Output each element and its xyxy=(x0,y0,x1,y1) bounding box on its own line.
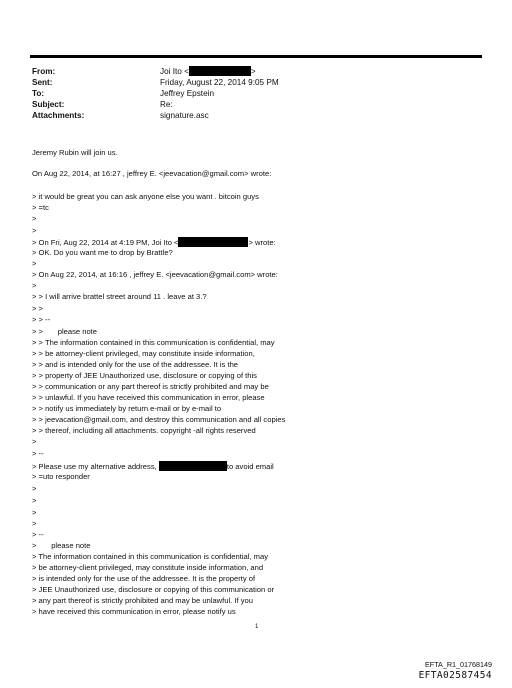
body-line: > > thereof, including all attachments. copyright -all rights reserved xyxy=(32,426,256,435)
body-line: > please note xyxy=(32,541,91,550)
body-line: > OK. Do you want me to drop by Brattle? xyxy=(32,248,173,257)
body-line: > > jeevacation@gmail.com, and destroy this communication and all copies xyxy=(32,415,286,424)
redaction-box xyxy=(178,237,248,247)
body-line: > On Aug 22, 2014, at 16:16 , jeffrey E. <jeevacation@gmail.com> wrote: xyxy=(32,270,278,279)
body-line: Jeremy Rubin will join us. xyxy=(32,148,118,157)
body-line: > > property of JEE Unauthorized use, disclosure or copying of this xyxy=(32,371,257,380)
body-line: > =uto responder xyxy=(32,472,90,481)
header-rule xyxy=(30,55,482,58)
page-number: 1 xyxy=(255,624,259,630)
quoted-text: to avoid email xyxy=(226,462,274,471)
body-line: > xyxy=(32,437,37,446)
body-line: > be attorney-client privileged, may constitute inside information, and xyxy=(32,563,264,572)
subject-label: Subject: xyxy=(32,100,65,109)
body-line: > it would be great you can ask anyone else you want . bitcoin guys xyxy=(32,192,259,201)
body-line: > xyxy=(32,226,37,235)
quoted-text: > wrote: xyxy=(248,238,276,247)
body-line: > =tc xyxy=(32,203,49,212)
body-line: > > and is intended only for the use of the addressee. It is the xyxy=(32,360,239,369)
body-line xyxy=(32,461,274,472)
to-value: Jeffrey Epstein xyxy=(160,89,215,98)
body-line: > > I will arrive brattel street around 11 . leave at 3.? xyxy=(32,292,207,301)
body-line: > -- xyxy=(32,449,44,458)
body-line: On Aug 22, 2014, at 16:27 , jeffrey E. <jeevacation@gmail.com> wrote: xyxy=(32,169,272,178)
body-line: > > notify us immediately by return e-mail or by e-mail to xyxy=(32,404,222,413)
sent-value: Friday, August 22, 2014 9:05 PM xyxy=(160,78,279,87)
body-line: > xyxy=(32,281,37,290)
body-line: > xyxy=(32,519,37,528)
bates-number-secondary: EFTA02587454 xyxy=(418,670,492,681)
body-line: > -- xyxy=(32,530,44,539)
bates-number-primary: EFTA_R1_01768149 xyxy=(425,660,492,669)
body-line: > > xyxy=(32,304,43,313)
body-line: > > please note xyxy=(32,327,98,336)
quoted-text: > Please use my alternative address, xyxy=(32,462,157,471)
body-line: > xyxy=(32,259,37,268)
body-line: > > The information contained in this communication is confidential, may xyxy=(32,338,275,347)
body-line: > xyxy=(32,508,37,517)
redaction-box xyxy=(159,461,227,471)
subject-value: Re: xyxy=(160,100,173,109)
quoted-text: > On Fri, Aug 22, 2014 at 4:19 PM, Joi Ito < xyxy=(32,238,179,247)
to-label: To: xyxy=(32,89,45,98)
body-line: > The information contained in this communication is confidential, may xyxy=(32,552,269,561)
body-line: > xyxy=(32,484,37,493)
body-line xyxy=(32,237,276,248)
from-end: > xyxy=(250,67,256,76)
body-line: > is intended only for the use of the addressee. It is the property of xyxy=(32,574,256,583)
body-line: > > communication or any part thereof is strictly prohibited and may be xyxy=(32,382,269,391)
from-name: Joi Ito < xyxy=(160,67,189,76)
body-line: > any part thereof is strictly prohibited and may be unlawful. If you xyxy=(32,596,253,605)
from-label: From: xyxy=(32,67,56,76)
body-line: > > be attorney-client privileged, may constitute inside information, xyxy=(32,349,255,358)
attachments-value: signature.asc xyxy=(160,111,209,120)
body-line: > xyxy=(32,496,37,505)
body-line: > xyxy=(32,214,37,223)
body-line: > have received this communication in error, please notify us xyxy=(32,607,236,616)
body-line: > JEE Unauthorized use, disclosure or copying of this communication or xyxy=(32,585,275,594)
from-value xyxy=(160,66,256,77)
body-line: > > unlawful. If you have received this communication in error, please xyxy=(32,393,265,402)
attachments-label: Attachments: xyxy=(32,111,85,120)
sent-label: Sent: xyxy=(32,78,53,87)
body-line: > > -- xyxy=(32,315,51,324)
redaction-box xyxy=(189,66,251,76)
